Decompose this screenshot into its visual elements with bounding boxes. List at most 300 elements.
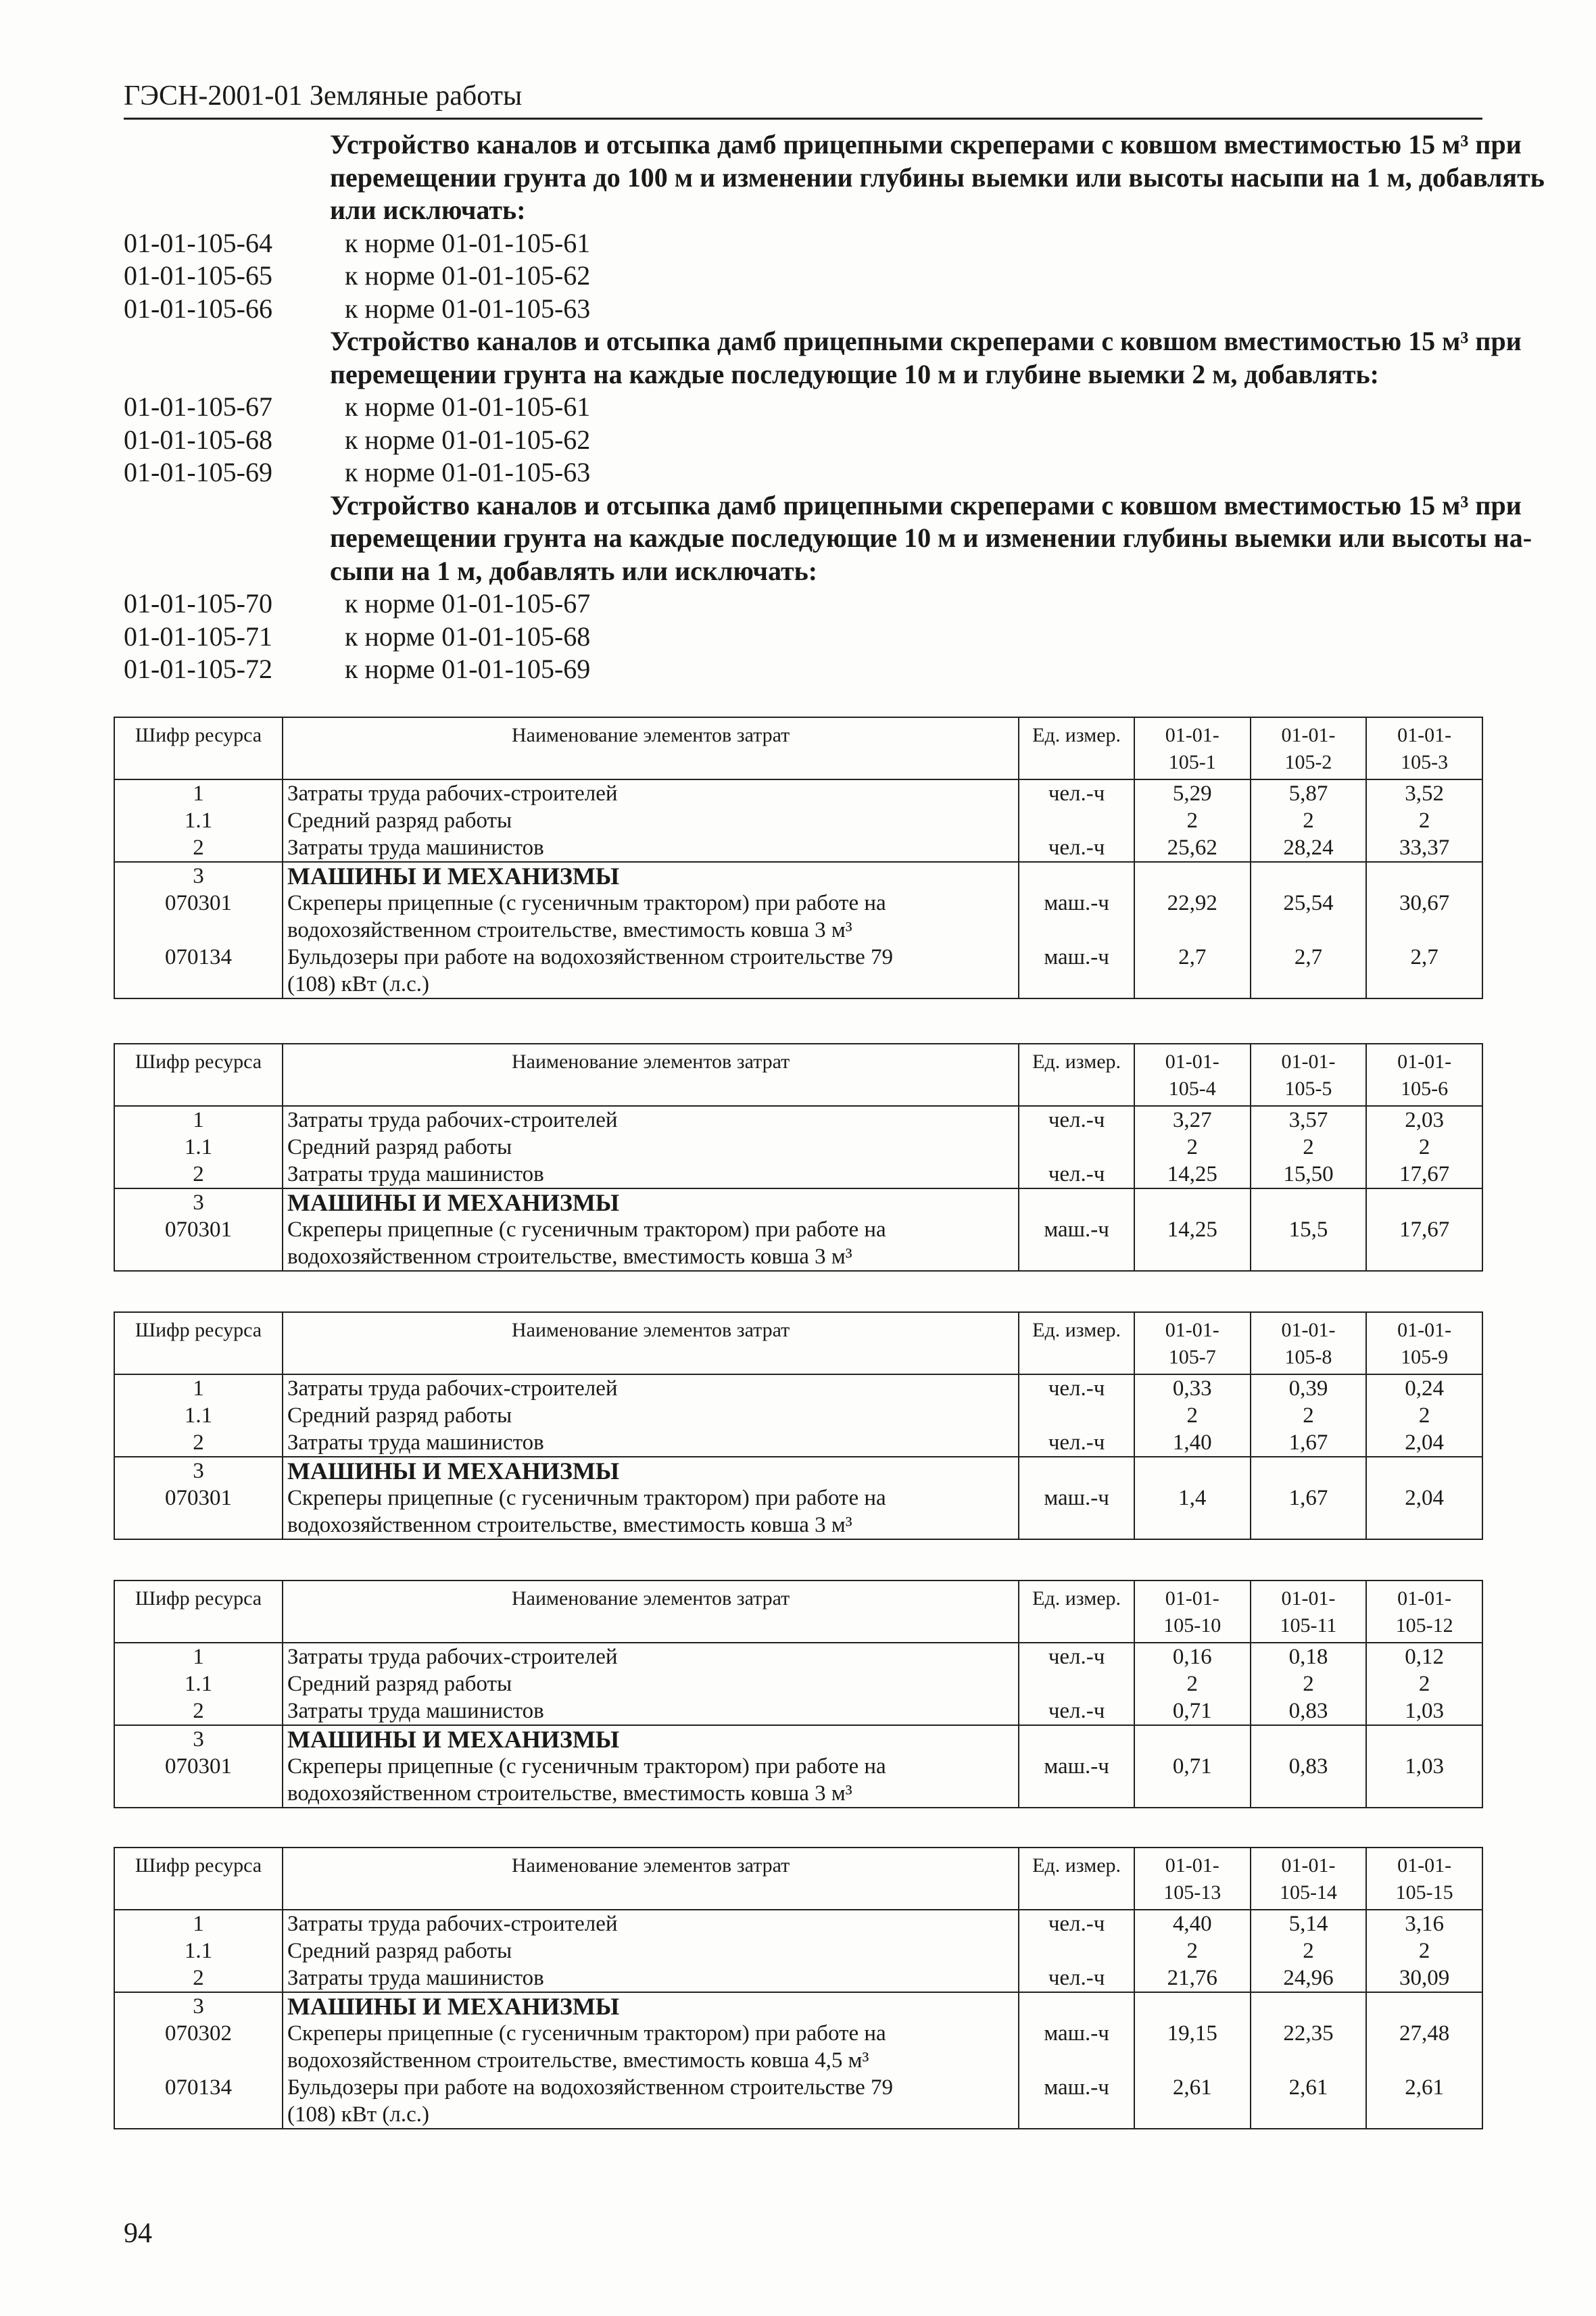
unit-cell: маш.-ч <box>1019 1216 1134 1271</box>
resource-name-line: МАШИНЫ И МЕХАНИЗМЫ <box>287 1189 620 1216</box>
norm-ref-text: к норме 01-01-105-67 <box>345 588 591 619</box>
header-norm-code-part: 01-01- <box>1165 1854 1219 1877</box>
table-row <box>114 1106 1482 1134</box>
paragraph-line: сыпи на 1 м, добавлять или исключать: <box>330 555 818 586</box>
value-cell: 2,7 <box>1366 944 1482 998</box>
resource-name-line: Затраты труда машинистов <box>287 1430 544 1455</box>
value-cell: 14,25 <box>1134 1161 1251 1188</box>
header-norm-code-part: 01-01- <box>1281 724 1336 746</box>
header-unit: Ед. измер. <box>1019 717 1134 779</box>
table-row <box>114 1964 1482 1992</box>
value-cell: 0,12 <box>1366 1643 1482 1670</box>
resource-name-line: Средний разряд работы <box>287 1403 512 1428</box>
header-norm-code <box>1251 1848 1367 1910</box>
value-cell <box>1251 1992 1367 2020</box>
header-norm-code-part: 105-7 <box>1168 1346 1216 1368</box>
value-cell: 2 <box>1134 1402 1251 1429</box>
header-code: Шифр ресурса <box>114 1312 283 1374</box>
unit-cell <box>1019 862 1134 890</box>
resource-code: 3 <box>114 1188 283 1216</box>
resource-code: 070301 <box>114 890 283 944</box>
resource-code: 1 <box>114 1910 283 1937</box>
resource-name-line: Скреперы прицепные (с гусеничным трактором) при работе на <box>287 1217 886 1242</box>
norm-table <box>114 1847 1483 2129</box>
resource-name-line: Затраты труда рабочих-строителей <box>287 1376 618 1401</box>
value-cell: 1,03 <box>1366 1753 1482 1808</box>
unit-cell <box>1019 807 1134 834</box>
resource-name <box>283 890 1019 944</box>
value-cell: 0,71 <box>1134 1753 1251 1808</box>
norm-ref-text: к норме 01-01-105-68 <box>345 621 591 652</box>
value-cell: 2,61 <box>1251 2074 1367 2129</box>
value-cell <box>1251 1188 1367 1216</box>
header-norm-code <box>1366 1312 1482 1374</box>
unit-cell: чел.-ч <box>1019 1161 1134 1188</box>
value-cell: 28,24 <box>1251 834 1367 862</box>
resource-name-line: (108) кВт (л.с.) <box>287 2102 430 2127</box>
value-cell <box>1251 1457 1367 1485</box>
table-row <box>114 1753 1482 1808</box>
header-norm-code-part: 01-01- <box>1281 1051 1336 1073</box>
value-cell: 25,54 <box>1251 890 1367 944</box>
header-norm-code-part: 105-3 <box>1401 751 1449 773</box>
unit-cell <box>1019 1188 1134 1216</box>
resource-code: 2 <box>114 1964 283 1992</box>
value-cell <box>1134 862 1251 890</box>
resource-name <box>283 1188 1019 1216</box>
table-row <box>114 890 1482 944</box>
resource-name <box>283 1402 1019 1429</box>
intro-paragraph <box>124 128 1545 227</box>
table-row <box>114 1457 1482 1485</box>
value-cell <box>1134 1725 1251 1753</box>
unit-cell <box>1019 1402 1134 1429</box>
resource-code: 1 <box>114 1374 283 1402</box>
value-cell: 2,61 <box>1366 2074 1482 2129</box>
value-cell: 2,7 <box>1251 944 1367 998</box>
norm-table <box>114 1311 1483 1540</box>
resource-name-line: Затраты труда машинистов <box>287 1699 544 1723</box>
page-number: 94 <box>124 2218 152 2249</box>
value-cell: 15,5 <box>1251 1216 1367 1271</box>
resource-name-line: водохозяйственном строительстве, вместимость ковша 3 м³ <box>287 1781 852 1806</box>
norm-reference <box>124 587 1482 621</box>
value-cell <box>1366 1992 1482 2020</box>
norm-intro <box>124 128 1545 686</box>
unit-cell: чел.-ч <box>1019 779 1134 807</box>
value-cell: 30,09 <box>1366 1964 1482 1992</box>
resource-name-line: МАШИНЫ И МЕХАНИЗМЫ <box>287 863 620 890</box>
value-cell <box>1134 1188 1251 1216</box>
norm-ref-text: к норме 01-01-105-61 <box>345 391 591 422</box>
value-cell: 4,40 <box>1134 1910 1251 1937</box>
resource-name-line: Затраты труда рабочих-строителей <box>287 781 618 806</box>
table-row <box>114 862 1482 890</box>
intro-paragraph <box>124 325 1522 391</box>
value-cell: 25,62 <box>1134 834 1251 862</box>
value-cell: 0,18 <box>1251 1643 1367 1670</box>
norm-code: 01-01-105-72 <box>124 654 272 684</box>
norm-ref-text: к норме 01-01-105-62 <box>345 424 591 455</box>
norm-code: 01-01-105-64 <box>124 227 272 258</box>
header-norm-code-part: 01-01- <box>1281 1319 1336 1341</box>
resource-name <box>283 1134 1019 1161</box>
resource-name <box>283 1643 1019 1670</box>
resource-name-line: МАШИНЫ И МЕХАНИЗМЫ <box>287 1726 620 1753</box>
value-cell: 24,96 <box>1251 1964 1367 1992</box>
resource-name-line: МАШИНЫ И МЕХАНИЗМЫ <box>287 1993 620 2020</box>
resource-name-line: Затраты труда рабочих-строителей <box>287 1108 618 1132</box>
table-row <box>114 1134 1482 1161</box>
resource-code: 2 <box>114 1697 283 1725</box>
unit-cell: чел.-ч <box>1019 1429 1134 1457</box>
table-row <box>114 1910 1482 1937</box>
resource-code: 1.1 <box>114 1670 283 1697</box>
norm-code: 01-01-105-67 <box>124 391 272 422</box>
value-cell: 2,04 <box>1366 1485 1482 1539</box>
value-cell: 17,67 <box>1366 1216 1482 1271</box>
norm-ref-text: к норме 01-01-105-63 <box>345 457 591 487</box>
value-cell: 17,67 <box>1366 1161 1482 1188</box>
resource-code: 2 <box>114 834 283 862</box>
header-name: Наименование элементов затрат <box>283 1312 1019 1374</box>
header-norm-code <box>1366 1848 1482 1910</box>
norm-code: 01-01-105-71 <box>124 621 272 652</box>
header-norm-code-part: 01-01- <box>1165 1319 1219 1341</box>
table-row <box>114 807 1482 834</box>
value-cell: 15,50 <box>1251 1161 1367 1188</box>
header-norm-code-part: 01-01- <box>1397 724 1452 746</box>
value-cell: 22,92 <box>1134 890 1251 944</box>
resource-code: 3 <box>114 1457 283 1485</box>
resource-name <box>283 1429 1019 1457</box>
header-norm-code-part: 105-5 <box>1284 1078 1332 1100</box>
header-norm-code-part: 105-15 <box>1395 1881 1453 1904</box>
unit-cell <box>1019 1937 1134 1964</box>
table-header-row <box>114 1581 1482 1643</box>
header-unit: Ед. измер. <box>1019 1581 1134 1643</box>
resource-name <box>283 1910 1019 1937</box>
resource-name <box>283 779 1019 807</box>
resource-name <box>283 1753 1019 1808</box>
value-cell: 19,15 <box>1134 2020 1251 2074</box>
norm-table <box>114 1580 1483 1808</box>
resource-name <box>283 944 1019 998</box>
running-header: ГЭСН-2001-01 Земляные работы <box>124 80 1482 120</box>
header-norm-code <box>1251 717 1367 779</box>
value-cell: 33,37 <box>1366 834 1482 862</box>
value-cell: 1,4 <box>1134 1485 1251 1539</box>
resource-name <box>283 1964 1019 1992</box>
unit-cell: чел.-ч <box>1019 834 1134 862</box>
unit-cell <box>1019 1670 1134 1697</box>
resource-name-line: Затраты труда рабочих-строителей <box>287 1645 618 1669</box>
resource-name-line: (108) кВт (л.с.) <box>287 972 430 996</box>
unit-cell <box>1019 1992 1134 2020</box>
resource-name-line: водохозяйственном строительстве, вместимость ковша 4,5 м³ <box>287 2048 869 2073</box>
paragraph-line: или исключать: <box>330 195 526 225</box>
unit-cell: маш.-ч <box>1019 944 1134 998</box>
resource-name-line: Скреперы прицепные (с гусеничным трактором) при работе на <box>287 2021 886 2046</box>
norm-reference <box>124 391 1482 424</box>
header-norm-code-part: 105-8 <box>1284 1346 1332 1368</box>
table-row <box>114 2020 1482 2074</box>
unit-cell: маш.-ч <box>1019 1753 1134 1808</box>
table-row <box>114 1216 1482 1271</box>
header-norm-code-part: 105-10 <box>1163 1614 1222 1637</box>
unit-cell: чел.-ч <box>1019 1374 1134 1402</box>
unit-cell: маш.-ч <box>1019 890 1134 944</box>
value-cell: 1,67 <box>1251 1429 1367 1457</box>
header-norm-code <box>1134 1581 1251 1643</box>
table-row <box>114 1429 1482 1457</box>
header-unit: Ед. измер. <box>1019 1848 1134 1910</box>
value-cell: 2 <box>1251 1670 1367 1697</box>
value-cell <box>1366 1725 1482 1753</box>
value-cell: 2 <box>1134 807 1251 834</box>
resource-name <box>283 1992 1019 2020</box>
resource-name <box>283 1670 1019 1697</box>
table-row <box>114 944 1482 998</box>
table-row <box>114 1725 1482 1753</box>
unit-cell <box>1019 1725 1134 1753</box>
resource-name-line: Средний разряд работы <box>287 1135 512 1159</box>
intro-paragraph <box>124 489 1532 588</box>
value-cell: 27,48 <box>1366 2020 1482 2074</box>
resource-code: 1 <box>114 1106 283 1134</box>
header-name: Наименование элементов затрат <box>283 1044 1019 1106</box>
norm-reference <box>124 260 1482 293</box>
header-code: Шифр ресурса <box>114 1581 283 1643</box>
header-unit: Ед. измер. <box>1019 1312 1134 1374</box>
table-row <box>114 1992 1482 2020</box>
header-code: Шифр ресурса <box>114 1848 283 1910</box>
value-cell: 1,67 <box>1251 1485 1367 1539</box>
value-cell: 0,16 <box>1134 1643 1251 1670</box>
value-cell: 2 <box>1366 1134 1482 1161</box>
resource-name <box>283 1937 1019 1964</box>
unit-cell <box>1019 1134 1134 1161</box>
table-header-row <box>114 1848 1482 1910</box>
value-cell: 0,83 <box>1251 1697 1367 1725</box>
header-norm-code <box>1366 1044 1482 1106</box>
resource-name <box>283 1485 1019 1539</box>
value-cell: 2 <box>1134 1670 1251 1697</box>
resource-name-line: Затраты труда машинистов <box>287 1162 544 1186</box>
norm-reference <box>124 621 1482 654</box>
resource-name-line: Скреперы прицепные (с гусеничным трактором) при работе на <box>287 1486 886 1510</box>
value-cell: 0,71 <box>1134 1697 1251 1725</box>
value-cell <box>1366 1457 1482 1485</box>
norm-code: 01-01-105-68 <box>124 424 272 455</box>
unit-cell: чел.-ч <box>1019 1964 1134 1992</box>
header-norm-code <box>1251 1312 1367 1374</box>
header-norm-code-part: 105-12 <box>1395 1614 1453 1637</box>
resource-name-line: Средний разряд работы <box>287 1672 512 1696</box>
value-cell: 3,16 <box>1366 1910 1482 1937</box>
resource-name-line: Средний разряд работы <box>287 1939 512 1963</box>
header-norm-code <box>1366 717 1482 779</box>
resource-name <box>283 862 1019 890</box>
resource-code: 1.1 <box>114 807 283 834</box>
value-cell: 5,87 <box>1251 779 1367 807</box>
resource-name <box>283 1457 1019 1485</box>
value-cell: 1,03 <box>1366 1697 1482 1725</box>
value-cell: 2,7 <box>1134 944 1251 998</box>
header-norm-code-part: 01-01- <box>1397 1319 1452 1341</box>
value-cell: 14,25 <box>1134 1216 1251 1271</box>
unit-cell: чел.-ч <box>1019 1106 1134 1134</box>
resource-name <box>283 1697 1019 1725</box>
resource-code: 070301 <box>114 1485 283 1539</box>
norm-reference <box>124 456 1482 489</box>
value-cell: 2 <box>1134 1937 1251 1964</box>
resource-name <box>283 2074 1019 2129</box>
norm-reference <box>124 227 1482 260</box>
header-norm-code-part: 01-01- <box>1165 1051 1219 1073</box>
resource-name-line: водохозяйственном строительстве, вместимость ковша 3 м³ <box>287 918 852 942</box>
header-norm-code-part: 01-01- <box>1397 1051 1452 1073</box>
norm-table <box>114 1043 1483 1272</box>
header-norm-code-part: 105-9 <box>1401 1346 1449 1368</box>
value-cell: 2,61 <box>1134 2074 1251 2129</box>
resource-code: 3 <box>114 1992 283 2020</box>
norm-reference <box>124 653 1482 686</box>
unit-cell: маш.-ч <box>1019 1485 1134 1539</box>
value-cell <box>1251 1725 1367 1753</box>
header-code: Шифр ресурса <box>114 717 283 779</box>
paragraph-line: перемещении грунта на каждые последующие 10 м и глубине выемки 2 м, добавлять: <box>330 358 1379 389</box>
header-code: Шифр ресурса <box>114 1044 283 1106</box>
value-cell: 2 <box>1366 1402 1482 1429</box>
header-norm-code-part: 01-01- <box>1397 1587 1452 1610</box>
resource-name-line: Скреперы прицепные (с гусеничным трактором) при работе на <box>287 891 886 915</box>
value-cell <box>1366 862 1482 890</box>
value-cell: 2 <box>1251 807 1367 834</box>
header-norm-code-part: 01-01- <box>1165 724 1219 746</box>
resource-name <box>283 1161 1019 1188</box>
resource-name-line: водохозяйственном строительстве, вместимость ковша 3 м³ <box>287 1513 852 1537</box>
value-cell: 3,57 <box>1251 1106 1367 1134</box>
table-row <box>114 1374 1482 1402</box>
table-row <box>114 779 1482 807</box>
resource-code: 070302 <box>114 2020 283 2074</box>
resource-code: 3 <box>114 862 283 890</box>
header-norm-code <box>1134 1044 1251 1106</box>
norm-reference <box>124 293 1482 326</box>
resource-code: 1 <box>114 779 283 807</box>
paragraph-line: Устройство каналов и отсыпка дамб прицепными скреперами с ковшом вместимостью 15 м³ при <box>330 489 1522 521</box>
resource-code: 1.1 <box>114 1402 283 1429</box>
paragraph-line: перемещении грунта до 100 м и изменении глубины выемки или высоты насыпи на 1 м, добавлять <box>330 162 1545 193</box>
value-cell: 0,83 <box>1251 1753 1367 1808</box>
unit-cell <box>1019 1457 1134 1485</box>
resource-code: 070301 <box>114 1753 283 1808</box>
unit-cell: чел.-ч <box>1019 1697 1134 1725</box>
header-norm-code <box>1134 1848 1251 1910</box>
header-norm-code <box>1366 1581 1482 1643</box>
norm-code: 01-01-105-69 <box>124 457 272 487</box>
resource-code: 2 <box>114 1429 283 1457</box>
header-norm-code-part: 105-14 <box>1279 1881 1337 1904</box>
value-cell: 21,76 <box>1134 1964 1251 1992</box>
norm-ref-text: к норме 01-01-105-69 <box>345 654 591 684</box>
resource-name <box>283 834 1019 862</box>
table-row <box>114 2074 1482 2129</box>
resource-name-line: водохозяйственном строительстве, вместимость ковша 3 м³ <box>287 1245 852 1269</box>
value-cell: 2 <box>1366 1670 1482 1697</box>
table-header-row <box>114 1044 1482 1106</box>
table-row <box>114 1402 1482 1429</box>
resource-name-line: Бульдозеры при работе на водохозяйственном строительстве 79 <box>287 2075 893 2100</box>
table-row <box>114 1161 1482 1188</box>
resource-name <box>283 807 1019 834</box>
header-norm-code-part: 105-13 <box>1163 1881 1222 1904</box>
header-norm-code-part: 105-4 <box>1168 1078 1216 1100</box>
value-cell: 0,39 <box>1251 1374 1367 1402</box>
resource-name <box>283 1106 1019 1134</box>
header-norm-code-part: 105-1 <box>1168 751 1216 773</box>
header-norm-code <box>1134 1312 1251 1374</box>
header-unit: Ед. измер. <box>1019 1044 1134 1106</box>
resource-name-line: Средний разряд работы <box>287 809 512 833</box>
value-cell: 5,14 <box>1251 1910 1367 1937</box>
table-row <box>114 1188 1482 1216</box>
resource-code: 070134 <box>114 944 283 998</box>
resource-code: 2 <box>114 1161 283 1188</box>
value-cell: 30,67 <box>1366 890 1482 944</box>
header-norm-code-part: 01-01- <box>1397 1854 1452 1877</box>
header-name: Наименование элементов затрат <box>283 1848 1019 1910</box>
value-cell: 5,29 <box>1134 779 1251 807</box>
resource-name <box>283 2020 1019 2074</box>
header-norm-code-part: 01-01- <box>1281 1587 1336 1610</box>
header-norm-code-part: 105-2 <box>1284 751 1332 773</box>
resource-name-line: Затраты труда машинистов <box>287 1966 544 1990</box>
norm-code: 01-01-105-65 <box>124 260 272 291</box>
value-cell <box>1251 862 1367 890</box>
norm-reference <box>124 424 1482 457</box>
resource-name <box>283 1725 1019 1753</box>
header-name: Наименование элементов затрат <box>283 1581 1019 1643</box>
value-cell: 2,03 <box>1366 1106 1482 1134</box>
resource-name-line: Скреперы прицепные (с гусеничным трактором) при работе на <box>287 1754 886 1779</box>
norm-code: 01-01-105-70 <box>124 588 272 619</box>
value-cell: 2 <box>1366 807 1482 834</box>
paragraph-line: перемещении грунта на каждые последующие 10 м и изменении глубины выемки или высоты на- <box>330 523 1532 553</box>
value-cell: 2 <box>1134 1134 1251 1161</box>
value-cell: 3,52 <box>1366 779 1482 807</box>
resource-name-line: Бульдозеры при работе на водохозяйственном строительстве 79 <box>287 945 893 969</box>
resource-name-line: Затраты труда машинистов <box>287 836 544 860</box>
header-norm-code <box>1251 1581 1367 1643</box>
table-header-row <box>114 1312 1482 1374</box>
value-cell: 0,24 <box>1366 1374 1482 1402</box>
value-cell: 2 <box>1251 1937 1367 1964</box>
value-cell: 1,40 <box>1134 1429 1251 1457</box>
table-header-row <box>114 717 1482 779</box>
resource-name <box>283 1374 1019 1402</box>
header-norm-code <box>1134 717 1251 779</box>
header-norm-code-part: 01-01- <box>1165 1587 1219 1610</box>
norm-table <box>114 717 1483 999</box>
resource-code: 1 <box>114 1643 283 1670</box>
paragraph-line: Устройство каналов и отсыпка дамб прицепными скреперами с ковшом вместимостью 15 м³ при <box>330 129 1522 160</box>
resource-code: 1.1 <box>114 1937 283 1964</box>
unit-cell: чел.-ч <box>1019 1910 1134 1937</box>
value-cell: 22,35 <box>1251 2020 1367 2074</box>
resource-name-line: Затраты труда рабочих-строителей <box>287 1912 618 1936</box>
